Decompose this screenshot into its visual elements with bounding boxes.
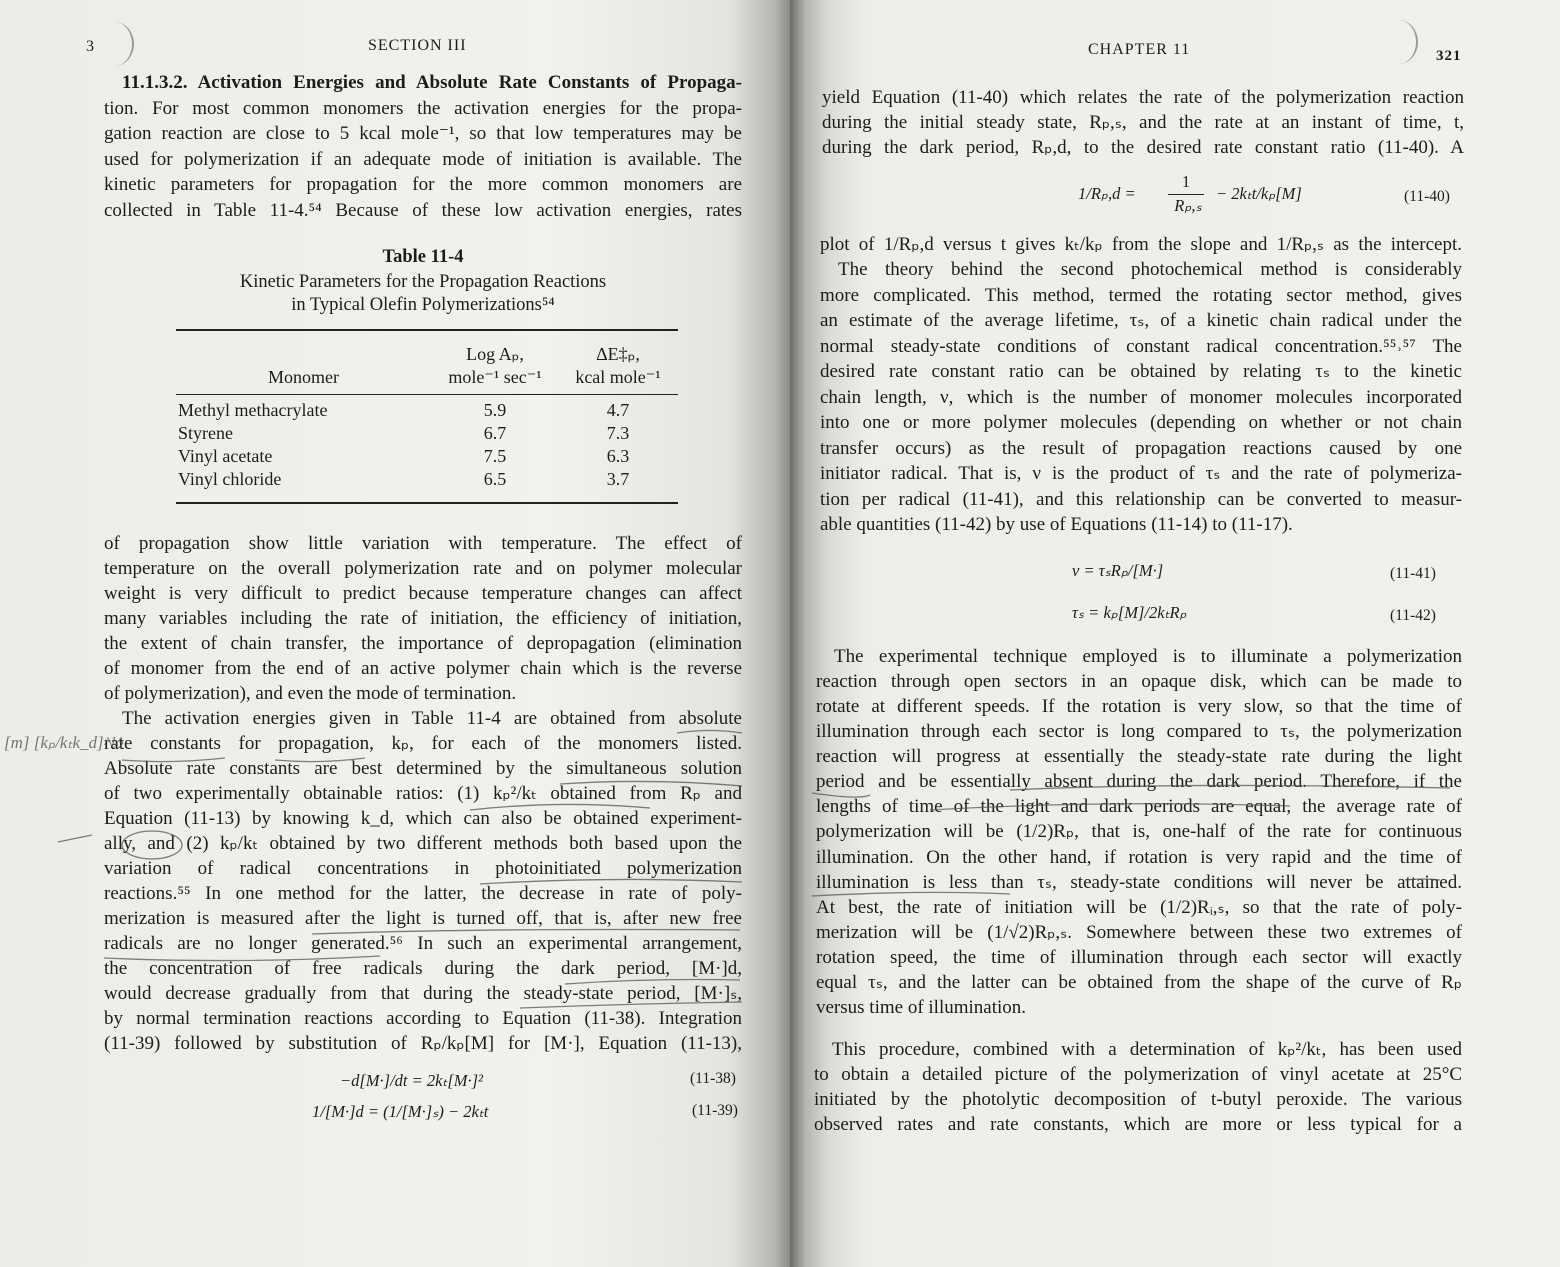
- table-header: ΔE‡ₚ,: [596, 344, 640, 364]
- text-line: merization will be (1/√2)Rₚ,ₛ. Somewhere between these two extremes of: [816, 922, 1462, 943]
- text-line: rotation speed, the time of illumination through each sector will exactly: [816, 947, 1462, 968]
- table-cell-log-ap: 5.9: [483, 400, 507, 420]
- text-line: used for polymerization if an adequate mode of initiation is available. The: [104, 149, 742, 170]
- text-line: during the dark period, Rₚ,d, to the desired rate constant ratio (11-40). A: [822, 137, 1464, 158]
- text-line: of two experimentally obtainable ratios: (1) kₚ²/kₜ obtained from Rₚ and: [104, 783, 742, 804]
- text-line: lengths of time of the light and dark periods are equal, the average rate of: [816, 796, 1462, 817]
- text-line: (11-39) followed by substitution of Rₚ/kₚ[M] for [M·], Equation (11-13),: [104, 1033, 742, 1054]
- equation: ν = τₛRₚ/[M·]: [1072, 561, 1164, 580]
- text-line: plot of 1/Rₚ,d versus t gives kₜ/kₚ from the slope and 1/Rₚ,ₛ as the intercept.: [820, 234, 1462, 255]
- margin-note: [m] [kₚ/kₜk_d]^½: [4, 733, 124, 752]
- text-line: observed rates and rate constants, which are more or less typical for a: [814, 1114, 1462, 1135]
- table-cell-log-ap: 6.7: [483, 423, 507, 443]
- table-header: mole⁻¹ sec⁻¹: [448, 367, 542, 387]
- table-rule: [176, 394, 678, 395]
- text-line: would decrease gradually from that during the steady-state period, [M·]ₛ,: [104, 983, 742, 1004]
- text-line: initiated by the photolytic decomposition of t-butyl peroxide. The various: [814, 1089, 1462, 1110]
- equation-number: (11-41): [1390, 565, 1436, 582]
- table-cell-delta-e: 3.7: [606, 469, 630, 489]
- text-line: merization is measured after the light is turned off, that is, after new free: [104, 908, 742, 929]
- text-line: tion. For most common monomers the activation energies for the propa-: [104, 98, 742, 119]
- text-line: temperature on the overall polymerization rate and on polymer molecular: [104, 558, 742, 579]
- text-line: Equation (11-13) by knowing k_d, which can also be obtained experiment-: [104, 808, 742, 829]
- equation-rhs: − 2kₜt/kₚ[M]: [1216, 184, 1302, 203]
- text-line: reactions.⁵⁵ In one method for the latter, the decrease in rate of poly-: [104, 883, 742, 904]
- equation-number: (11-39): [692, 1102, 738, 1119]
- page-number: 3: [86, 38, 95, 55]
- text-line: an estimate of the average lifetime, τₛ, of a kinetic chain radical under the: [820, 310, 1462, 331]
- text-line: many variables including the rate of initiation, the efficiency of initiation,: [104, 608, 742, 629]
- equation: −d[M·]/dt = 2kₜ[M·]²: [340, 1071, 483, 1090]
- text-line: illumination is less than τₛ, steady-state conditions will never be attained.: [816, 872, 1462, 893]
- table-header: Monomer: [268, 367, 339, 387]
- table-rule: [176, 502, 678, 504]
- table-caption: in Typical Olefin Polymerizations⁵⁴: [291, 295, 555, 315]
- binder-hole: [1380, 20, 1418, 64]
- text-line: weight is very difficult to predict because temperature changes can affect: [104, 583, 742, 604]
- text-line: The activation energies given in Table 11-4 are obtained from absolute: [122, 708, 742, 729]
- text-line: able quantities (11-42) by use of Equations (11-14) to (11-17).: [820, 514, 1293, 535]
- text-line: of propagation show little variation with temperature. The effect of: [104, 533, 742, 554]
- table-cell-monomer: Styrene: [178, 423, 233, 443]
- text-line: equal τₛ, and the latter can be obtained from the shape of the curve of Rₚ: [816, 972, 1462, 993]
- table-cell-log-ap: 6.5: [483, 469, 507, 489]
- running-head: CHAPTER 11: [1088, 41, 1191, 58]
- running-head: SECTION III: [368, 37, 467, 54]
- text-line: into one or more polymer molecules (depending on whether or not chain: [820, 412, 1462, 433]
- text-line: gation reaction are close to 5 kcal mole⁻¹, so that low temperatures may be: [104, 123, 742, 144]
- equation-number: (11-42): [1390, 607, 1436, 624]
- equation-number: (11-40): [1404, 188, 1450, 205]
- text-line: normal steady-state conditions of constant radical concentration.⁵⁵˒⁵⁷ The: [820, 336, 1462, 357]
- section-heading: 11.1.3.2. Activation Energies and Absolute Rate Constants of Propaga-: [122, 72, 742, 93]
- text-line: more complicated. This method, termed the rotating sector method, gives: [820, 285, 1462, 306]
- text-line: chain length, ν, which is the number of monomer molecules incorporated: [820, 387, 1462, 408]
- table-cell-monomer: Vinyl acetate: [178, 446, 273, 466]
- text-line: to obtain a detailed picture of the polymerization of vinyl acetate at 25°C: [814, 1064, 1462, 1085]
- text-line: initiator radical. That is, ν is the product of τₛ and the rate of polymeriza-: [820, 463, 1462, 484]
- table-title: Table 11-4: [382, 247, 464, 267]
- text-line: ally, and (2) kₚ/kₜ obtained by two different methods both based upon the: [104, 833, 742, 854]
- text-line: polymerization will be (1/2)Rₚ, that is, one-half of the rate for continuous: [816, 821, 1462, 842]
- fraction-numerator: 1: [1181, 172, 1191, 191]
- text-line: of polymerization), and even the mode of termination.: [104, 683, 517, 704]
- text-line: The experimental technique employed is to illuminate a polymerization: [834, 646, 1462, 667]
- equation-lhs: 1/Rₚ,d =: [1078, 184, 1136, 203]
- table-cell-monomer: Methyl methacrylate: [178, 400, 328, 420]
- table-caption: Kinetic Parameters for the Propagation Reactions: [239, 272, 607, 292]
- text-line: rotate at different speeds. If the rotation is very slow, so that the time of: [816, 696, 1462, 717]
- table-cell-delta-e: 4.7: [606, 400, 630, 420]
- text-line: radicals are no longer generated.⁵⁶ In such an experimental arrangement,: [104, 933, 742, 954]
- text-line: collected in Table 11-4.⁵⁴ Because of these low activation energies, rates: [104, 200, 742, 221]
- table-cell-monomer: Vinyl chloride: [178, 469, 282, 489]
- text-line: of monomer from the end of an active polymer chain which is the reverse: [104, 658, 742, 679]
- text-line: period and be essentially absent during the dark period. Therefore, if the: [816, 771, 1462, 792]
- text-line: reaction will progress at essentially the steady-state rate during the light: [816, 746, 1462, 767]
- right-page: [790, 0, 1560, 1267]
- text-line: kinetic parameters for propagation for the more common monomers are: [104, 174, 742, 195]
- page-number: 321: [1436, 48, 1462, 64]
- text-line: versus time of illumination.: [816, 997, 1027, 1018]
- equation-number: (11-38): [690, 1070, 736, 1087]
- text-line: reaction through open sectors in an opaque disk, which can be made to: [816, 671, 1462, 692]
- text-line: by normal termination reactions according to Equation (11-38). Integration: [104, 1008, 742, 1029]
- table-header: kcal mole⁻¹: [575, 367, 661, 387]
- text-line: during the initial steady state, Rₚ,ₛ, and the rate at an instant of time, t,: [822, 112, 1464, 133]
- fraction-denominator: Rₚ,ₛ: [1174, 196, 1202, 215]
- text-line: variation of radical concentrations in photoinitiated polymerization: [104, 858, 742, 879]
- text-line: tion per radical (11-41), and this relationship can be converted to measur-: [820, 489, 1462, 510]
- table-rule: [176, 329, 678, 331]
- text-line: the extent of chain transfer, the importance of depropagation (elimination: [104, 633, 742, 654]
- text-line: the concentration of free radicals during the dark period, [M·]d,: [104, 958, 742, 979]
- text-line: The theory behind the second photochemical method is considerably: [838, 259, 1462, 280]
- text-line: rate constants for propagation, kₚ, for each of the monomers listed.: [104, 733, 742, 754]
- equation: τₛ = kₚ[M]/2kₜRₚ: [1072, 603, 1187, 622]
- text-line: transfer occurs) as the result of propagation reactions caused by one: [820, 438, 1462, 459]
- text-line: This procedure, combined with a determination of kₚ²/kₜ, has been used: [832, 1039, 1462, 1060]
- table-cell-delta-e: 7.3: [606, 423, 630, 443]
- table-cell-delta-e: 6.3: [606, 446, 630, 466]
- fraction-bar: [1168, 194, 1204, 195]
- text-line: illumination. On the other hand, if rotation is very rapid and the time of: [816, 847, 1462, 868]
- table-cell-log-ap: 7.5: [483, 446, 507, 466]
- text-line: illumination through each sector is long compared to τₛ, the polymerization: [816, 721, 1462, 742]
- text-line: yield Equation (11-40) which relates the rate of the polymerization reaction: [822, 87, 1464, 108]
- text-line: Absolute rate constants are best determined by the simultaneous solution: [104, 758, 742, 779]
- table-header: Log Aₚ,: [466, 344, 524, 364]
- text-line: desired rate constant ratio can be obtained by relating τₛ to the kinetic: [820, 361, 1462, 382]
- text-line: At best, the rate of initiation will be (1/2)Rᵢ,ₛ, so that the rate of poly-: [816, 897, 1462, 918]
- binder-hole: [96, 22, 134, 66]
- equation: 1/[M·]d = (1/[M·]ₛ) − 2kₜt: [312, 1102, 489, 1121]
